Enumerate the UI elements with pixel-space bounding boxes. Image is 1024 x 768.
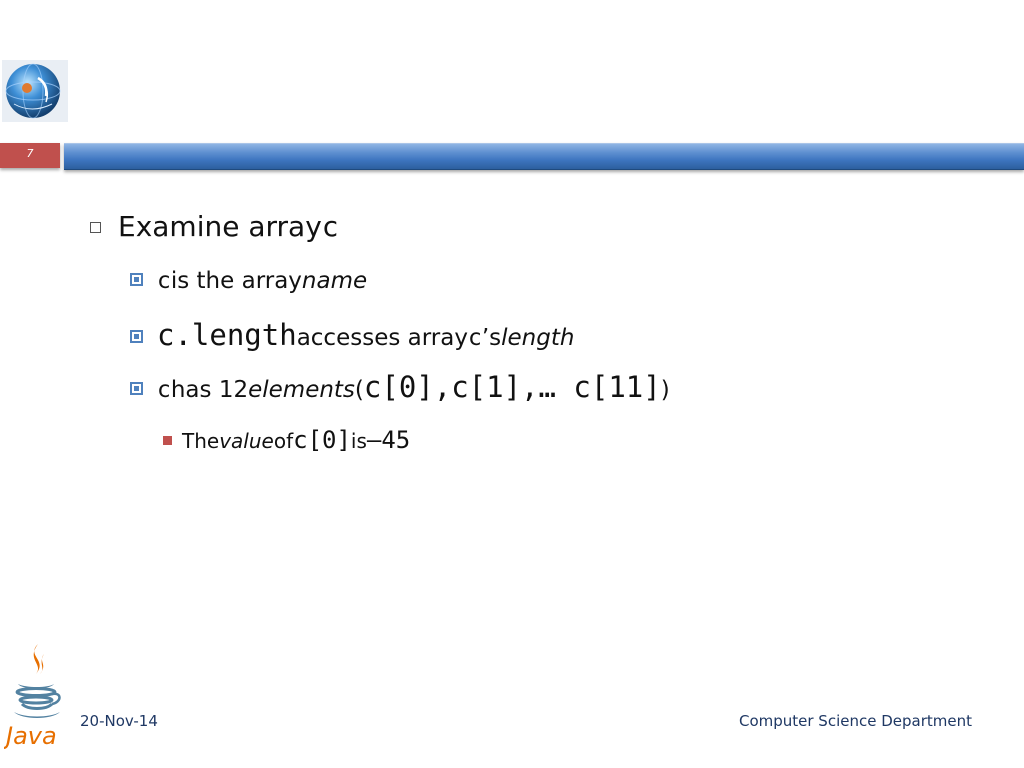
footer-date: 20-Nov-14: [80, 712, 158, 730]
code-c0: c[0]: [293, 426, 351, 454]
open-paren: (: [354, 377, 364, 403]
footer-department: Computer Science Department: [738, 712, 972, 730]
bullet-text: The: [182, 429, 220, 453]
italic-name: name: [301, 268, 368, 294]
slide-number: 7: [26, 147, 34, 160]
close-paren: ): [660, 377, 670, 403]
bullet-text: Examine array: [118, 210, 322, 243]
italic-length: length: [501, 325, 575, 351]
code-c: c: [467, 325, 482, 351]
bullet-elements: [130, 370, 670, 404]
bullet-text: is: [350, 429, 367, 453]
hollow-square-bullet-icon: [90, 222, 101, 233]
code-c: c: [321, 210, 339, 243]
bullet-text: accesses array: [296, 325, 468, 351]
bullet-examine-array: [90, 210, 339, 243]
java-logo-text: Java: [6, 722, 57, 750]
code-c: c: [157, 377, 171, 403]
filled-square-bullet-icon: [163, 436, 172, 445]
value-minus-45: –45: [366, 426, 411, 454]
bullet-text: ’s: [481, 325, 502, 351]
code-element-list: c[0],c[1],… c[11]: [363, 370, 661, 404]
boxed-square-bullet-icon: [130, 382, 143, 395]
italic-value: value: [219, 429, 274, 453]
bullet-value: [163, 426, 410, 454]
bullet-text: is the array: [170, 268, 302, 294]
bullet-text: has 12: [170, 377, 249, 403]
code-c-length: c.length: [157, 318, 297, 352]
boxed-square-bullet-icon: [130, 330, 143, 343]
italic-elements: elements: [248, 377, 355, 403]
boxed-square-bullet-icon: [130, 273, 143, 286]
bullet-array-name: [130, 268, 367, 294]
code-c: c: [157, 268, 171, 294]
bullet-text: of: [273, 429, 294, 453]
java-logo-icon: [4, 640, 64, 750]
bullet-length: [130, 318, 574, 352]
